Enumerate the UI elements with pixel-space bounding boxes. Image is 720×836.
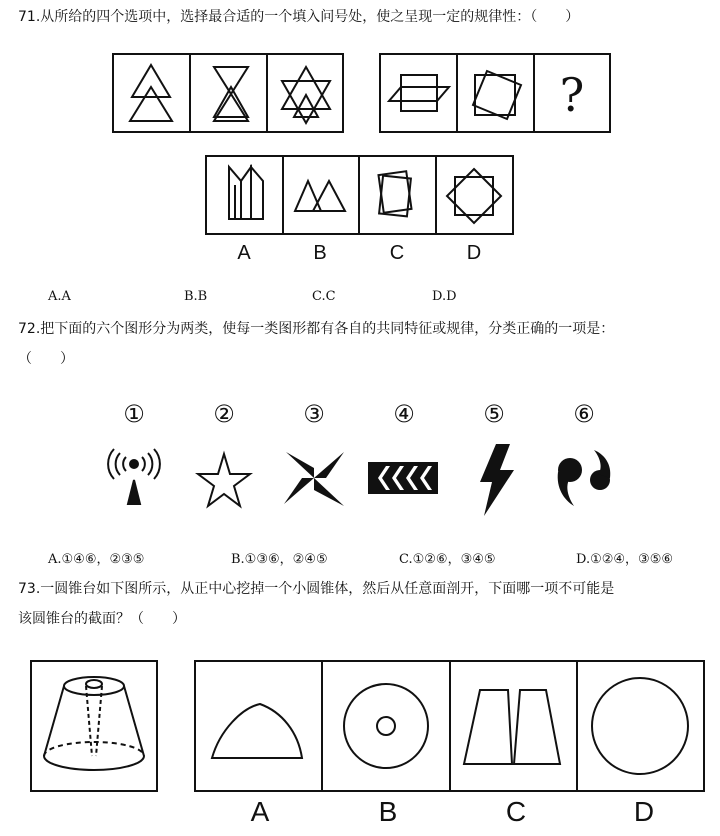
q71-sequence-1 (112, 53, 344, 133)
question-mark: ? (559, 68, 585, 122)
q73-label-b: B (378, 796, 398, 827)
q71-answer-figures (205, 155, 515, 235)
q71-label-c: C (389, 242, 405, 264)
q73-label-c: C (505, 796, 527, 827)
q72-number-5: ⑤ (483, 400, 505, 428)
pinwheel-icon (284, 452, 344, 506)
q72-number-4: ④ (393, 400, 415, 428)
lightning-icon (480, 444, 514, 516)
q72-number-6: ⑥ (573, 400, 595, 428)
q71-option-b[interactable]: B.B (184, 289, 208, 304)
antenna-icon (108, 449, 160, 504)
q72-number-1: ① (123, 400, 145, 428)
q71-sequence-2 (379, 53, 611, 133)
q73-answer-figures (194, 660, 706, 792)
q72-stem-line1: 72.把下面的六个图形分为两类，使每一类图形都有各自的共同特征或规律，分类正确的一项是： (18, 321, 615, 337)
q72-option-d[interactable]: D.①②④，③⑤⑥ (576, 552, 674, 567)
q72-option-a[interactable]: A.①④⑥，②③⑤ (48, 552, 145, 567)
q72-number-3: ③ (303, 400, 325, 428)
q71-label-a: A (237, 242, 251, 264)
q71-stem: 71.从所给的四个选项中，选择最合适的一个填入问号处，使之呈现一定的规律性：（ ） (18, 9, 580, 25)
q72-figures (100, 444, 630, 520)
q72-option-b[interactable]: B.①③⑥，②④⑤ (231, 552, 328, 567)
q73-stem-line1: 73.一圆锥台如下图所示，从正中心挖掉一个小圆锥体，然后从任意面剖开，下面哪一项不可能是 (18, 581, 615, 597)
twin-comma-icon (558, 450, 611, 506)
q71-option-a[interactable]: A.A (48, 289, 71, 304)
star-icon (198, 454, 250, 506)
q71-label-d: D (466, 242, 482, 264)
q73-stem-line2: 该圆锥台的截面？（ ） (18, 611, 186, 627)
q71-label-b: B (313, 242, 327, 264)
chevron-band-icon (368, 462, 438, 494)
q73-label-a: A (250, 796, 270, 827)
q73-label-d: D (633, 796, 655, 827)
q71-option-c[interactable]: C.C (312, 289, 336, 304)
q72-option-c[interactable]: C.①②⑥，③④⑤ (399, 552, 496, 567)
q73-frustum-figure (30, 660, 158, 792)
q72-stem-line2: （ ） (18, 351, 74, 367)
q72-number-2: ② (213, 400, 235, 428)
q71-option-d[interactable]: D.D (432, 289, 457, 304)
